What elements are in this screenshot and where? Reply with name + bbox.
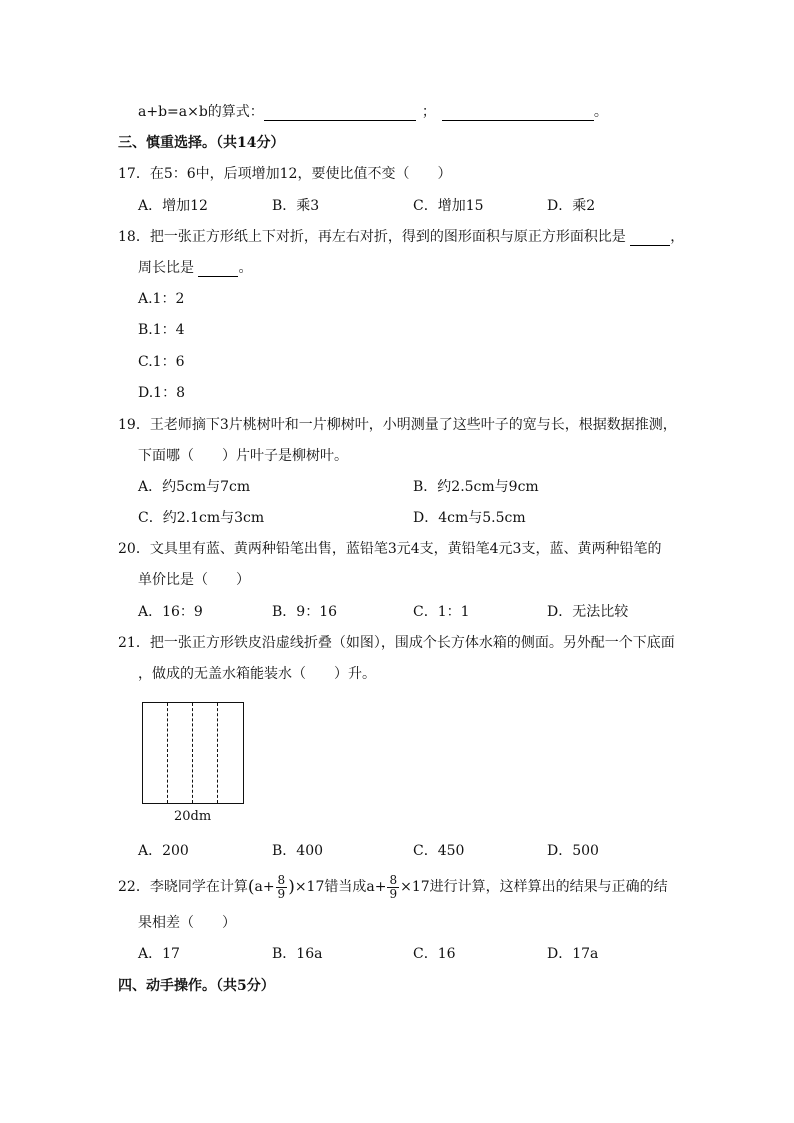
q21-option-a[interactable]: A．200 (138, 843, 189, 859)
square-sheet-figure (142, 702, 244, 804)
fold-line-3 (217, 703, 218, 803)
figure-label: 20dm (174, 809, 212, 824)
q22-a-plus-2: a+ (366, 879, 387, 895)
q22-times-17-second: ×17 (400, 879, 430, 895)
question-19-line-2: 下面哪（ ）片叶子是柳树叶。 (138, 448, 348, 464)
question-18-line-2 (138, 259, 252, 277)
question-20-line-2: 单价比是（ ） (138, 572, 250, 588)
intro-separator: ； (421, 104, 436, 120)
q19-option-a[interactable]: A．约5cm与7cm (138, 479, 251, 495)
q22-option-b[interactable]: B．16a (272, 946, 323, 962)
close-paren: ) (288, 877, 295, 897)
q18-option-c[interactable]: C.1：6 (138, 354, 185, 370)
q22-mid: 错当成 (324, 879, 367, 895)
q20-option-b[interactable]: B．9：16 (272, 604, 338, 620)
q18-text-2: 周长比是 (138, 260, 199, 276)
q21-option-b[interactable]: B．400 (272, 843, 324, 859)
section-3-heading: 三、慎重选择。（共14分） (118, 135, 285, 151)
question-21-line-1: 21．把一张正方形铁皮沿虚线折叠（如图），围成个长方体水箱的侧面。另外配一个下底面 (118, 635, 675, 651)
q17-option-b[interactable]: B．乘3 (272, 198, 320, 214)
q22-option-d[interactable]: D．17a (547, 946, 599, 962)
q19-option-d[interactable]: D．4cm与5.5cm (413, 510, 526, 526)
fold-line-1 (167, 703, 168, 803)
q22-prefix: 22．李晓同学在计算 (118, 879, 248, 895)
q17-option-a[interactable]: A．增加12 (138, 198, 208, 214)
q20-option-c[interactable]: C．1：1 (413, 604, 470, 620)
q18-option-a[interactable]: A.1：2 (138, 291, 185, 307)
question-18-line-1 (118, 228, 684, 246)
q19-option-b[interactable]: B．约2.5cm与9cm (413, 479, 539, 495)
intro-expression: a+b=a×b的算式： (138, 104, 264, 120)
q22-suffix: 进行计算，这样算出的结果与正确的结 (429, 879, 668, 895)
section-4-heading: 四、动手操作。（共5分） (118, 978, 275, 994)
question-17: 17．在5：6中，后项增加12，要使比值不变（ ） (118, 166, 452, 182)
q22-times-17: ×17 (294, 879, 325, 895)
fraction-denominator-2: 9 (389, 886, 398, 901)
question-19-line-1: 19．王老师摘下3片桃树叶和一片柳树叶，小明测量了这些叶子的宽与长，根据数据推测， (118, 417, 677, 433)
answer-blank-2[interactable] (442, 106, 594, 121)
q22-a-plus: a+ (254, 879, 275, 895)
fold-line-2 (192, 703, 193, 803)
q22-option-a[interactable]: A．17 (138, 946, 180, 962)
fraction-8-9-second (387, 874, 399, 901)
q17-option-c[interactable]: C．增加15 (413, 198, 484, 214)
fraction-8-9 (276, 874, 288, 901)
fraction-denominator: 9 (277, 886, 286, 901)
open-paren: ( (247, 877, 255, 897)
q21-option-d[interactable]: D．500 (547, 843, 599, 859)
q18-comma: ， (670, 229, 685, 245)
intro-line (138, 103, 608, 121)
q20-option-d[interactable]: D．无法比较 (547, 604, 629, 620)
fraction-numerator-2: 8 (389, 872, 398, 887)
q18-option-d[interactable]: D.1：8 (138, 385, 185, 401)
answer-blank-1[interactable] (264, 106, 416, 121)
q18-text-1: 18．把一张正方形纸上下对折，再左右对折，得到的图形面积与原正方形面积比是 (118, 229, 631, 245)
question-20-line-1: 20．文具里有蓝、黄两种铅笔出售，蓝铅笔3元4支，黄铅笔4元3支，蓝、黄两种铅笔的 (118, 541, 662, 557)
q18-blank-perimeter[interactable] (198, 262, 238, 277)
fraction-numerator: 8 (277, 872, 286, 887)
question-22-line-2: 果相差（ ） (138, 915, 236, 931)
intro-end: 。 (593, 104, 608, 120)
q20-option-a[interactable]: A．16：9 (138, 604, 203, 620)
q22-option-c[interactable]: C．16 (413, 946, 456, 962)
q18-period: 。 (238, 260, 253, 276)
q19-option-c[interactable]: C．约2.1cm与3cm (138, 510, 265, 526)
q18-option-b[interactable]: B.1：4 (138, 322, 185, 338)
q17-option-d[interactable]: D．乘2 (547, 198, 596, 214)
q21-option-c[interactable]: C．450 (413, 843, 465, 859)
question-22-line-1 (118, 872, 668, 902)
question-21-line-2: ，做成的无盖水箱能装水（ ）升。 (138, 666, 376, 682)
q18-blank-area[interactable] (630, 231, 670, 246)
